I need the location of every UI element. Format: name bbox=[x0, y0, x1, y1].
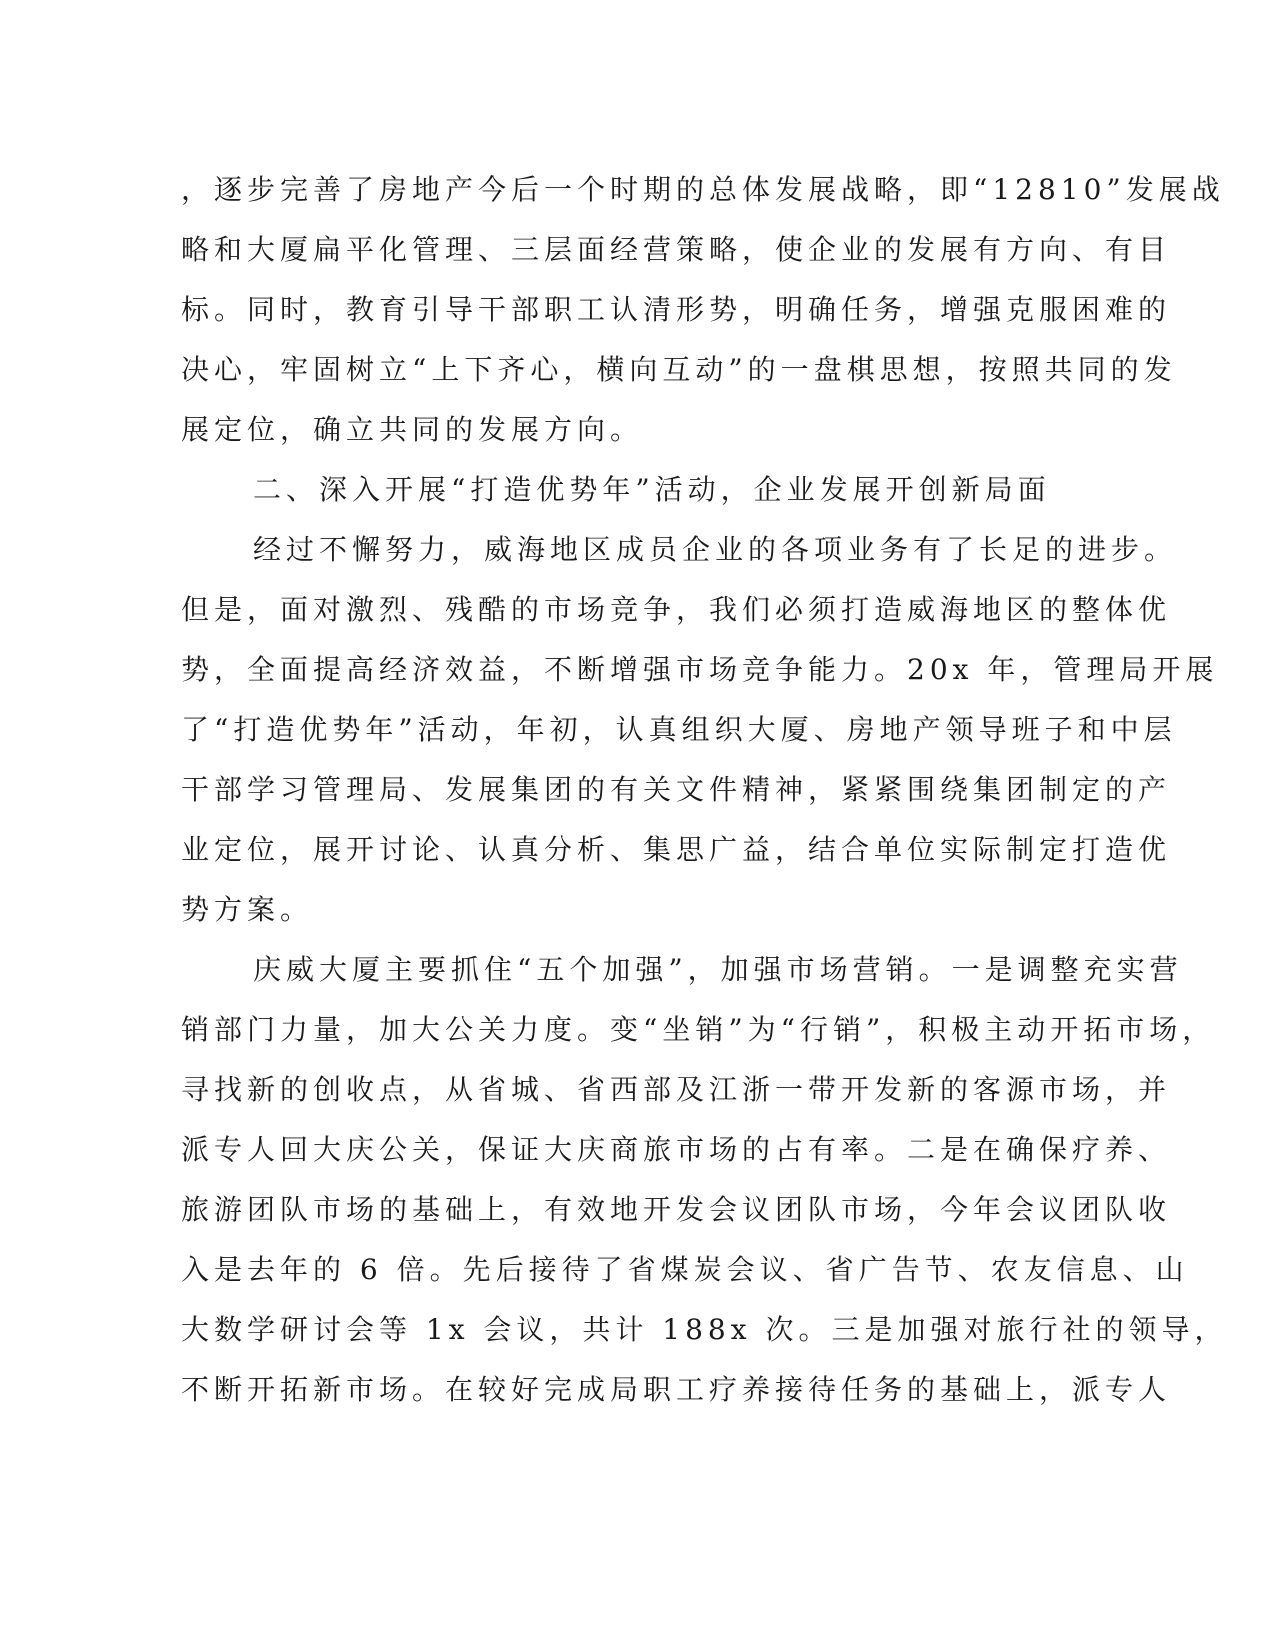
paragraph-qingwei-hotel bbox=[181, 940, 1228, 1420]
text-line: 旅游团队市场的基础上，有效地开发会议团队市场，今年会议团队收 bbox=[181, 1193, 1172, 1226]
text-line: 派专人回大庆公关，保证大庆商旅市场的占有率。二是在确保疗养、 bbox=[181, 1133, 1172, 1166]
text-line: 决心，牢固树立“上下齐心，横向互动”的一盘棋思想，按照共同的发 bbox=[181, 353, 1177, 386]
text-line: 不断开拓新市场。在较好完成局职工疗养接待任务的基础上，派专人 bbox=[181, 1373, 1172, 1406]
text-line: 略和大厦扁平化管理、三层面经营策略，使企业的发展有方向、有目 bbox=[181, 233, 1172, 266]
text-line: ，逐步完善了房地产今后一个时期的总体发展战略，即“12810”发展战 bbox=[181, 173, 1225, 206]
text-line: 展定位，确立共同的发展方向。 bbox=[181, 413, 644, 446]
paragraph-strategy bbox=[181, 160, 1225, 460]
text-line: 销部门力量，加大公关力度。变“坐销”为“行销”，积极主动开拓市场， bbox=[181, 1013, 1216, 1046]
text-line: 势，全面提高经济效益，不断增强市场竞争能力。20x 年，管理局开展 bbox=[181, 653, 1219, 686]
text-line: 业定位，展开讨论、认真分析、集思广益，结合单位实际制定打造优 bbox=[181, 833, 1172, 866]
text-line: 标。同时，教育引导干部职工认清形势，明确任务，增强克服困难的 bbox=[181, 293, 1172, 326]
text-line: 干部学习管理局、发展集团的有关文件精神，紧紧围绕集团制定的产 bbox=[181, 773, 1172, 806]
section-heading bbox=[181, 460, 1051, 520]
text-line: 但是，面对激烈、残酷的市场竞争，我们必须打造威海地区的整体优 bbox=[181, 593, 1172, 626]
text-line: 经过不懈努力，威海地区成员企业的各项业务有了长足的进步。 bbox=[253, 533, 1178, 566]
text-line: 势方案。 bbox=[181, 893, 314, 926]
text-line: 大数学研讨会等 1x 会议，共计 188x 次。三是加强对旅行社的领导， bbox=[181, 1313, 1228, 1346]
text-line: 了“打造优势年”活动，年初，认真组织大厦、房地产领导班子和中层 bbox=[181, 713, 1177, 746]
text-line: 入是去年的 6 倍。先后接待了省煤炭会议、省广告节、农友信息、山 bbox=[181, 1253, 1189, 1286]
paragraph-advantage-year bbox=[181, 520, 1219, 940]
section-heading-text: 二、深入开展“打造优势年”活动，企业发展开创新局面 bbox=[253, 473, 1051, 506]
text-line: 寻找新的创收点，从省城、省西部及江浙一带开发新的客源市场，并 bbox=[181, 1073, 1172, 1106]
text-line: 庆威大厦主要抓住“五个加强”，加强市场营销。一是调整充实营 bbox=[253, 953, 1183, 986]
